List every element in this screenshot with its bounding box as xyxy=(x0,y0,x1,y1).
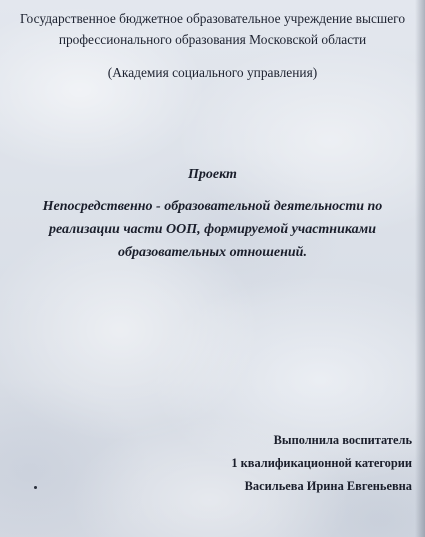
author-role: Выполнила воспитатель xyxy=(273,433,412,447)
author-name: Васильева Ирина Евгеньевна xyxy=(244,479,412,493)
academy-name: (Академия социального управления) xyxy=(107,65,318,80)
project-title-line-1: Непосредственно - образовательной деятельности по xyxy=(42,199,383,214)
project-title-line-2: реализации части ООП, формируемой участниками xyxy=(49,222,376,237)
institution-header xyxy=(10,8,415,50)
project-title-line-3: образовательных отношений. xyxy=(118,245,307,260)
institution-line-1: Государственное бюджетное образовательное учреждение высшего xyxy=(19,11,406,26)
author-block xyxy=(150,429,412,498)
project-label: Проект xyxy=(188,167,237,182)
author-category: 1 квалификационной категории xyxy=(231,456,412,470)
paper-speck xyxy=(34,486,37,489)
project-title xyxy=(15,195,410,264)
institution-line-2: профессионального образования Московской области xyxy=(58,32,367,47)
